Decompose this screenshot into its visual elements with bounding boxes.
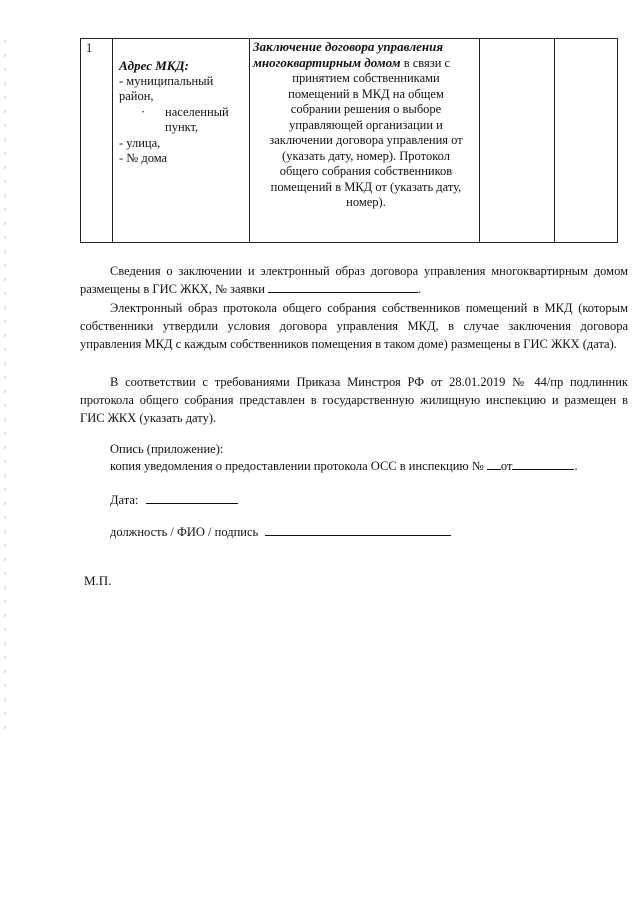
- address-item-district-suffix: район,: [119, 89, 154, 103]
- notice-date-blank: [512, 457, 574, 470]
- description-line: помещений в МКД от (указать дату,: [270, 179, 462, 194]
- empty-cell: [480, 39, 555, 243]
- row-number: 1: [81, 39, 113, 243]
- address-item-street: - улица,: [119, 135, 161, 150]
- mkd-table: [80, 38, 618, 243]
- paragraph-contract-info: Сведения о заключении и электронный образ договора управления многоквартирным домом размещены в ГИС ЖКХ, № заявки .: [80, 264, 628, 296]
- empty-cell: [555, 39, 618, 243]
- application-number-blank: [268, 280, 418, 293]
- description-line: (указать дату, номер). Протокол: [282, 148, 450, 163]
- date-line: Дата:: [110, 491, 238, 509]
- paragraph-original-protocol: В соответствии с требованиями Приказа Минстроя РФ от 28.01.2019 № 44/пр подлинник протокола общего собрания представлен в государственную жилищную инспекцию и размещен в ГИС ЖКХ (указать дату).: [80, 375, 628, 425]
- stamp-placeholder: М.П.: [84, 573, 112, 588]
- description-line: номер).: [346, 195, 386, 209]
- description-cell: [250, 39, 480, 243]
- address-item-house: - № дома: [119, 151, 168, 165]
- signature-blank: [265, 523, 451, 536]
- address-item-district: - муниципальный: [119, 73, 214, 88]
- description-heading: Заключение договора управления: [253, 39, 444, 54]
- description-line: принятием собственниками: [292, 71, 440, 85]
- table-row: [81, 39, 618, 243]
- description-line: помещений в МКД на общем: [288, 86, 444, 101]
- address-title: Адрес МКД:: [119, 58, 189, 73]
- description-heading-line2: многоквартирным домом в связи с: [253, 54, 451, 70]
- attachment-item: копия уведомления о предоставлении протокола ОСС в инспекцию № от .: [110, 459, 578, 473]
- description-line: собрании решения о выборе: [290, 102, 442, 116]
- signature-line: должность / ФИО / подпись: [110, 523, 451, 541]
- bullet-icon: ·: [141, 104, 146, 119]
- description-line: общего собрания собственников: [279, 164, 453, 178]
- description-line: заключении договора управления от: [269, 133, 463, 147]
- scan-edge-artifact: [4, 40, 6, 740]
- description-line: управляющей организации и: [289, 117, 443, 132]
- attachments-label: Опись (приложение):: [110, 442, 224, 456]
- date-blank: [146, 491, 238, 504]
- address-item-settlement-suffix: пункт,: [165, 120, 199, 134]
- paragraph-protocol-image: Электронный образ протокола общего собрания собственников помещений в МКД (которым собственники утвердили условия договора управления МКД, в случае заключения договора управления МКД с каждым собственников помещения в таком доме) размещены в ГИС ЖКХ (дата).: [80, 301, 628, 351]
- notice-number-blank: [487, 457, 501, 470]
- address-item-settlement: · населенный: [141, 104, 229, 119]
- address-cell: [113, 39, 250, 243]
